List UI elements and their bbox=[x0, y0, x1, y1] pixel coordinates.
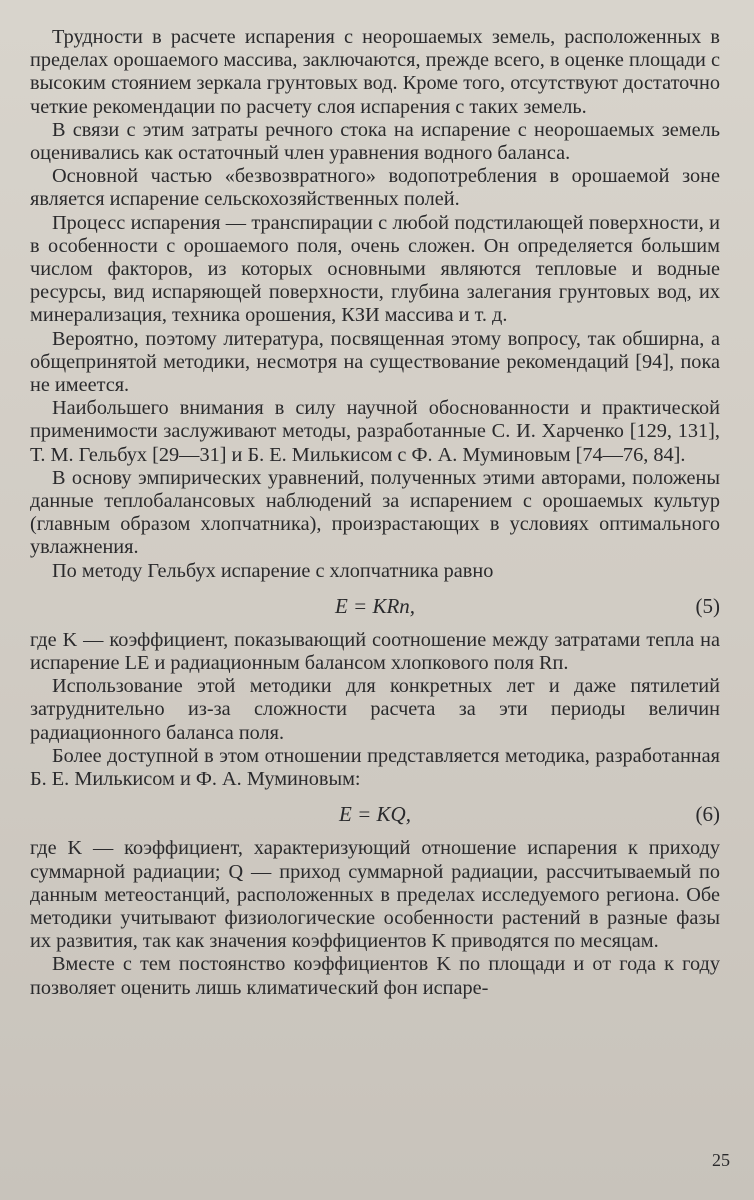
paragraph-2: В связи с этим затраты речного стока на испарение с неорошаемых земель оценивались как остаточный член уравнения водного баланса. bbox=[30, 118, 720, 165]
paragraph-1: Трудности в расчете испарения с неорошаемых земель, расположенных в пределах орошаемого массива, заключаются, прежде всего, в оценке площади с высоким стоянием зеркала грунтовых вод. Кроме того, отсутствуют достаточно четкие рекомендации по расчету слоя испарения с таких земель. bbox=[30, 26, 720, 118]
formula-5-number: (5) bbox=[695, 593, 720, 618]
paragraph-8: По методу Гельбух испарение с хлопчатника равно bbox=[52, 559, 494, 582]
formula-5-explanation: где K — коэффициент, показывающий соотношение между затратами тепла на испарение LE и радиационным балансом хлопкового поля Rп. bbox=[30, 628, 720, 675]
paragraph-3: Основной частью «безвозвратного» водопотребления в орошаемой зоне является испарение сельскохозяйственных полей. bbox=[30, 165, 720, 211]
paragraph-4: Процесс испарения — транспирации с любой подстилающей поверхности, и в особенности с орошаемого поля, очень сложен. Он определяется большим числом факторов, из которых основными являются тепловые и водные ресурсы, вид испаряющей поверхности, глубина залегания грунтовых вод, их минерализация, техника орошения, КЗИ массива и т. д. bbox=[30, 211, 720, 327]
paragraph-last: Вместе с тем постоянство коэффициентов K по площади и от года к году позволяет оценить лишь климатический фон испаре- bbox=[30, 953, 720, 999]
formula-6-explanation: где K — коэффициент, характеризующий отношение испарения к приходу суммарной радиации; Q — приход суммарной радиации, рассчитываемый по данным метеостанций, расположенных в пределах исследуемого региона. Обе методики учитывают физиологические особенности растений в разные фазы их развития, так как значения коэффициентов K приводятся по месяцам. bbox=[30, 837, 720, 953]
page-number: 25 bbox=[712, 1150, 730, 1170]
formula-6-expression: E = KQ, bbox=[339, 802, 411, 827]
paragraph-5: Вероятно, поэтому литература, посвященная этому вопросу, так обширна, а общепринятой методики, несмотря на существование рекомендаций [94], пока не имеется. bbox=[30, 327, 720, 397]
body-text bbox=[30, 26, 720, 1000]
formula-6-number: (6) bbox=[695, 802, 720, 827]
formula-6 bbox=[30, 791, 720, 837]
formula-5-expression: E = KRп, bbox=[334, 593, 416, 618]
paragraph-6: Наибольшего внимания в силу научной обоснованности и практической применимости заслуживают методы, разработанные С. И. Харченко [129, 131], Т. М. Гельбух [29—31] и Б. Е. Милькисом с Ф. А. Муминовым [74—76, 84]. bbox=[30, 397, 720, 466]
paragraph-9: Использование этой методики для конкретных лет и даже пятилетий затруднительно из-за сложности расчета за эти периоды величин радиационного баланса поля. bbox=[30, 675, 720, 744]
paragraph-7: В основу эмпирических уравнений, полученных этими авторами, положены данные теплобалансовых наблюдений за испарением с орошаемых культур (главным образом хлопчатника), произрастающих в условиях оптимального увлажнения. bbox=[30, 466, 720, 559]
formula-5 bbox=[30, 583, 720, 629]
paragraph-10: Более доступной в этом отношении представляется методика, разработанная Б. Е. Милькисом и Ф. А. Муминовым: bbox=[30, 744, 720, 791]
